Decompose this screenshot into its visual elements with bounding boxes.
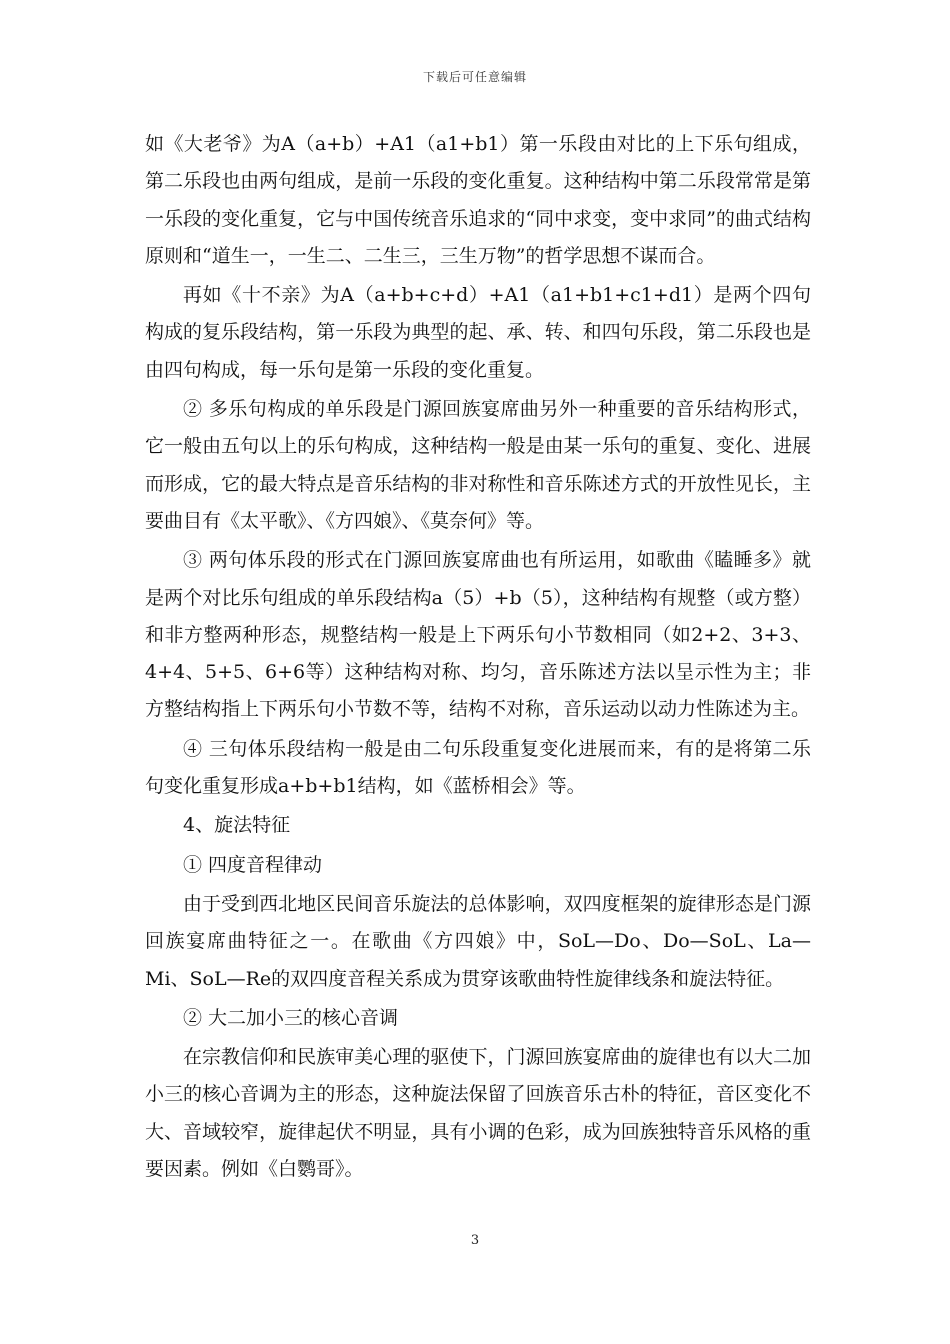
page-header: 下载后可任意编辑 bbox=[422, 70, 527, 84]
page-number: 3 bbox=[470, 1233, 480, 1248]
paragraph-3: ② 多乐句构成的单乐段是门源回族宴席曲另外一种重要的音乐结构形式，它一般由五句以上的乐句构成，这种结构一般是由某一乐句的重复、变化、进展而形成，它的最大特点是音乐结构的非对称性和音乐陈述方式的开放性见长，主要曲目有《太平歌》、《方四娘》、《莫奈何》等。 bbox=[145, 398, 811, 532]
paragraph-1: 如《大老爷》为A（a+b）+A1（a1+b1）第一乐段由对比的上下乐句组成，第二乐段也由两句组成，是前一乐段的变化重复。这种结构中第二乐段常常是第一乐段的变化重复，它与中国传统音乐追求的“同中求变，变中求同”的曲式结构原则和“道生一，一生二、二生三，三生万物”的哲学思想不谋而合。 bbox=[145, 133, 811, 267]
document-body bbox=[145, 126, 811, 1188]
subsection-heading-2: ② 大二加小三的核心音调 bbox=[183, 1006, 399, 1029]
subsection-heading-1: ① 四度音程律动 bbox=[183, 853, 323, 876]
paragraph-6: 由于受到西北地区民间音乐旋法的总体影响，双四度框架的旋律形态是门源回族宴席曲特征之一。在歌曲《方四娘》中，SoL—Do、Do—SoL、La—Mi、SoL—Re的双四度音程关系成为贯穿该歌曲特性旋律线条和旋法特征。 bbox=[145, 892, 811, 990]
paragraph-5: ④ 三句体乐段结构一般是由二句乐段重复变化进展而来，有的是将第二乐句变化重复形成a+b+b1结构，如《蓝桥相会》等。 bbox=[145, 737, 811, 798]
paragraph-4: ③ 两句体乐段的形式在门源回族宴席曲也有所运用，如歌曲《瞌睡多》就是两个对比乐句组成的单乐段结构a（5）+b（5），这种结构有规整（或方整）和非方整两种形态，规整结构一般是上下两乐句小节数相同（如2+2、3+3、4+4、5+5、6+6等）这种结构对称、均匀，音乐陈述方法以呈示性为主；非方整结构指上下两乐句小节数不等，结构不对称，音乐运动以动力性陈述为主。 bbox=[145, 549, 811, 721]
section-heading: 4、旋法特征 bbox=[183, 814, 291, 837]
paragraph-7: 在宗教信仰和民族审美心理的驱使下，门源回族宴席曲的旋律也有以大二加小三的核心音调为主的形态，这种旋法保留了回族音乐古朴的特征，音区变化不大、音域较窄，旋律起伏不明显，具有小调的色彩，成为回族独特音乐风格的重要因素。例如《白鹦哥》。 bbox=[145, 1046, 811, 1181]
paragraph-2: 再如《十不亲》为A（a+b+c+d）+A1（a1+b1+c1+d1）是两个四句构成的复乐段结构，第一乐段为典型的起、承、转、和四句乐段，第二乐段也是由四句构成，每一乐句是第一乐段的变化重复。 bbox=[145, 284, 811, 381]
